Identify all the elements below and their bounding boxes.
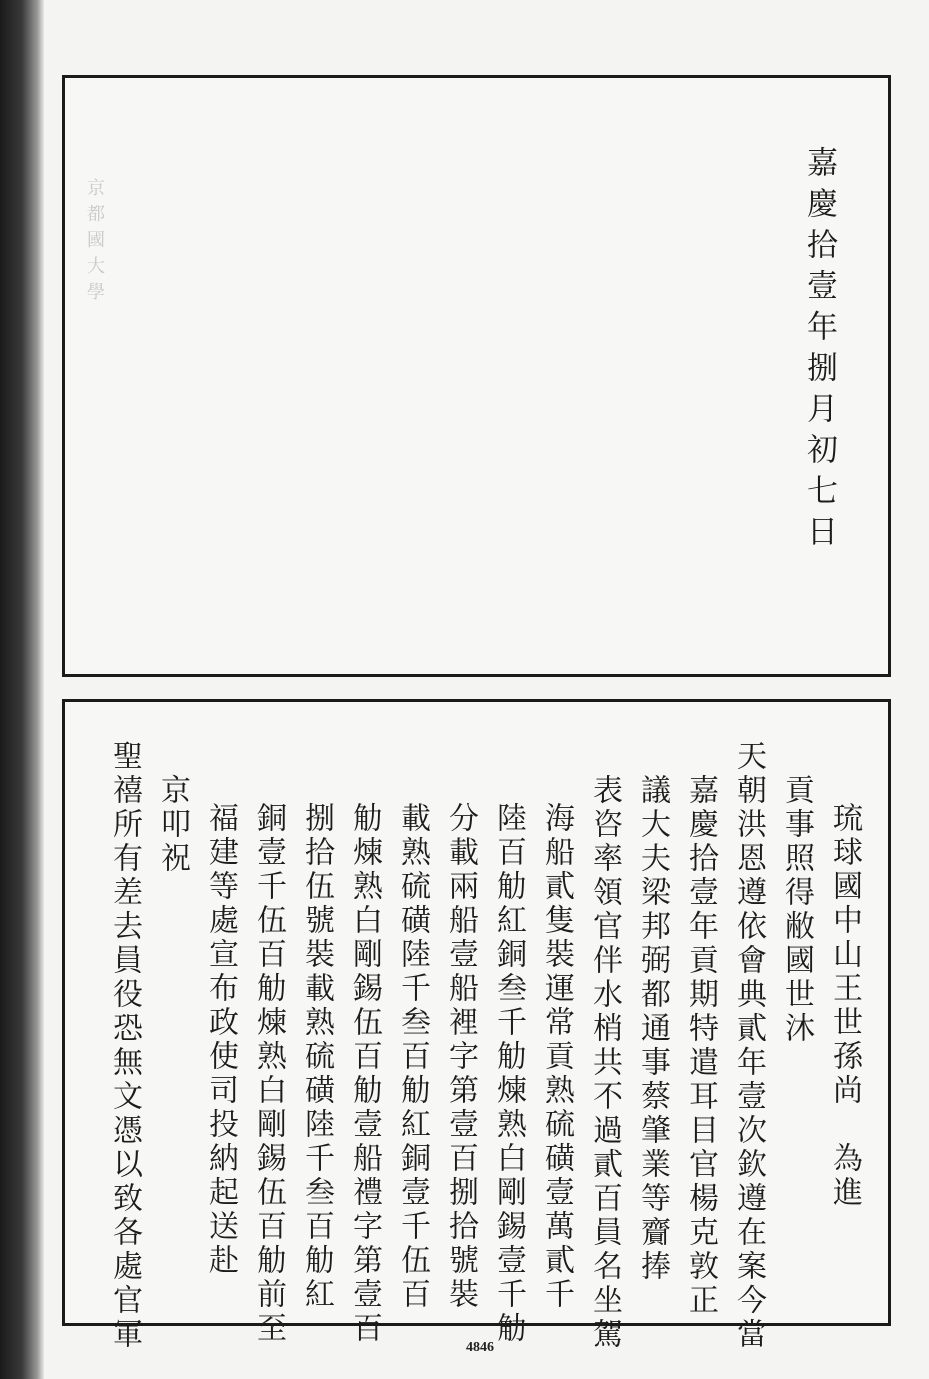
text-column: 福建等處宣布政使司投納起送赴 [203,802,238,1278]
text-column: 天朝洪恩遵依會典貳年壹次欽遵在案今當 [731,740,766,1352]
text-column: 捌拾伍號裝載熟硫磺陸千叁百觔紅 [299,802,334,1312]
text-column: 表咨率領官伴水梢共不過貳百員名坐駕 [587,774,622,1352]
text-column: 分載兩船壹船裡字第壹百捌拾號裝 [443,802,478,1312]
text-column: 銅壹千伍百觔煉熟白剛錫伍百觔前至 [251,802,286,1346]
text-column: 聖禧所有差去員役恐無文憑以致各處官軍 [107,740,142,1352]
page-number: 4846 [466,1340,494,1355]
top-document-panel [62,75,891,677]
binding-shadow [0,0,44,1379]
text-column: 海船貳隻裝運常貢熟硫磺壹萬貳千 [539,802,574,1312]
text-column: 陸百觔紅銅叁千觔煉熟白剛錫壹千觔 [491,802,526,1346]
date-line: 嘉慶拾壹年捌月初七日 [801,146,837,556]
text-column: 嘉慶拾壹年貢期特遣耳目官楊克敦正 [683,774,718,1318]
text-column: 議大夫梁邦弼都通事蔡肇業等齎捧 [635,774,670,1284]
text-column: 京叩祝 [155,774,190,876]
text-column: 載熟硫磺陸千叁百觔紅銅壹千伍百 [395,802,430,1312]
faint-stamp-mark: 京都國大學 [84,178,105,308]
text-column: 貢事照得敝國世沐 [779,774,814,1046]
text-column: 觔煉熟白剛錫伍百觔壹船禮字第壹百 [347,802,382,1346]
text-column: 琉球國中山王世孫尚 為進 [827,802,862,1210]
